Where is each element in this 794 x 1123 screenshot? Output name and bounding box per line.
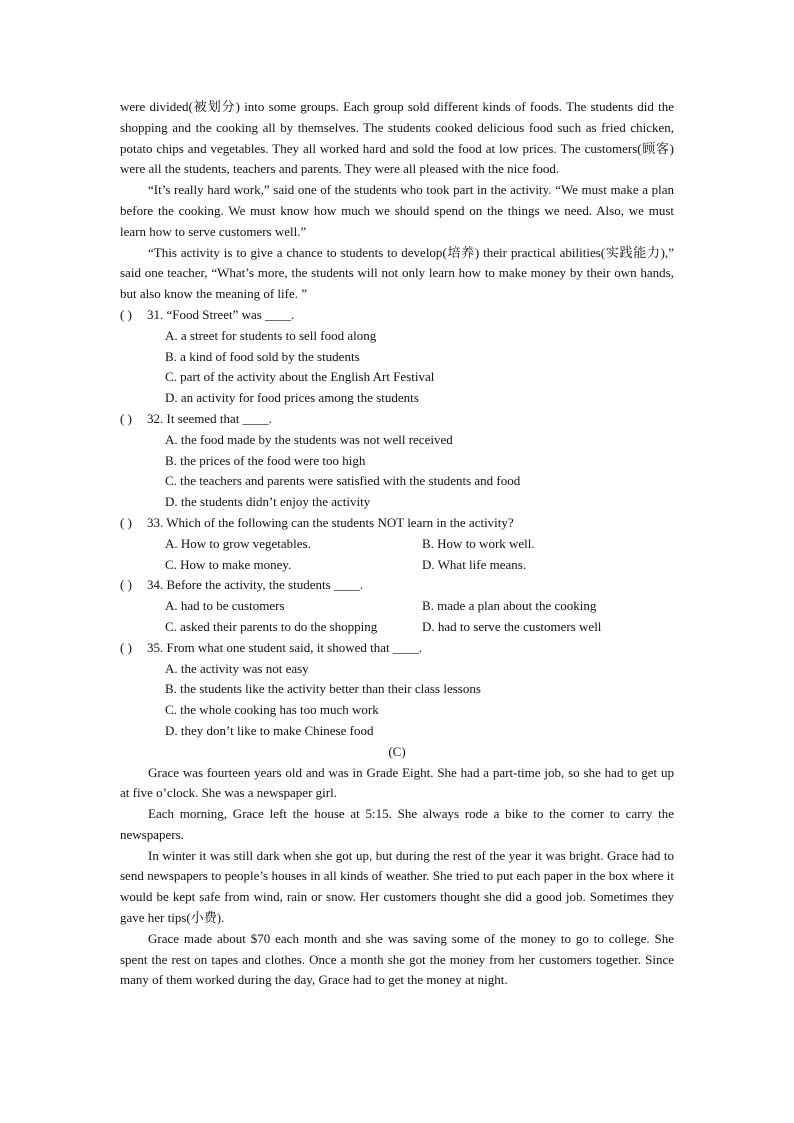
question-34	[120, 575, 674, 637]
passage-b-paragraph-3: “This activity is to give a chance to students to develop(培养) their practical abilities(实践能力),” said one teacher, “What’s more, the students will not only learn how to make money by their own hands, but also know the meaning of life. ”	[120, 244, 674, 302]
answer-blank[interactable]: ( )	[120, 514, 132, 530]
option-c: C. the whole cooking has too much work	[165, 702, 379, 718]
option-a: A. the food made by the students was not well received	[165, 431, 453, 447]
section-title: (C)	[388, 743, 406, 759]
question-35	[120, 638, 674, 742]
answer-blank[interactable]: ( )	[120, 577, 132, 593]
answer-blank[interactable]: ( )	[120, 306, 132, 322]
passage-b	[120, 97, 674, 305]
passage-c-paragraph-3: In winter it was still dark when she got up, but during the rest of the year it was bright. Grace had to send newspapers to people’s houses in all kinds of weather. She tried to put each paper in the box where it would be kept safe from wind, rain or snow. Her customers thought she did a good job. Sometimes they gave her tips(小费).	[120, 847, 674, 926]
question-stem: 31. “Food Street” was ____.	[147, 306, 295, 322]
option-a: A. How to grow vegetables.	[165, 535, 311, 551]
question-stem: 35. From what one student said, it showed that ____.	[147, 639, 423, 655]
option-b: B. the students like the activity better than their class lessons	[165, 681, 481, 697]
option-a: A. had to be customers	[165, 598, 285, 614]
option-a: A. the activity was not easy	[165, 660, 309, 676]
question-stem: 34. Before the activity, the students ____.	[147, 577, 364, 593]
option-b: B. the prices of the food were too high	[165, 452, 366, 468]
passage-c-paragraph-4: Grace made about $70 each month and she was saving some of the money to go to college. She spent the rest on tapes and clothes. Once a month she got the money from her customers together. Since many of them worked during the day, Grace had to get the money at night.	[120, 930, 674, 988]
option-c: C. How to make money.	[165, 556, 292, 572]
option-d: D. had to serve the customers well	[422, 618, 602, 634]
passage-c	[120, 742, 674, 992]
answer-blank[interactable]: ( )	[120, 639, 132, 655]
option-b: B. How to work well.	[422, 535, 535, 551]
option-d: D. the students didn’t enjoy the activity	[165, 494, 371, 510]
passage-b-paragraph-2: “It’s really hard work,” said one of the students who took part in the activity. “We must make a plan before the cooking. We must know how much we should spend on the things we need. Also, we must learn how to serve customers well.”	[120, 182, 674, 239]
option-c: C. asked their parents to do the shopping	[165, 618, 378, 634]
option-b: B. made a plan about the cooking	[422, 598, 597, 614]
passage-c-paragraph-2: Each morning, Grace left the house at 5:15. She always rode a bike to the corner to carry the newspapers.	[120, 806, 674, 842]
option-c: C. part of the activity about the English Art Festival	[165, 369, 435, 385]
option-d: D. What life means.	[422, 556, 527, 572]
option-d: D. they don’t like to make Chinese food	[165, 722, 374, 738]
answer-blank[interactable]: ( )	[120, 410, 132, 426]
question-32	[120, 409, 674, 513]
question-31	[120, 305, 674, 409]
option-b: B. a kind of food sold by the students	[165, 348, 360, 364]
option-a: A. a street for students to sell food along	[165, 327, 377, 343]
option-d: D. an activity for food prices among the students	[165, 390, 419, 406]
passage-c-paragraph-1: Grace was fourteen years old and was in Grade Eight. She had a part-time job, so she had to get up at five o’clock. She was a newspaper girl.	[120, 764, 674, 801]
question-33	[120, 513, 674, 575]
passage-b-paragraph-1: were divided(被划分) into some groups. Each group sold different kinds of foods. The students did the shopping and the cooking all by themselves. The students cooked delicious food such as fried chicken, potato chips and vegetables. They all worked hard and sold the food at low prices. The customers(顾客) were all the students, teachers and parents. They were all pleased with the nice food.	[120, 99, 674, 177]
option-c: C. the teachers and parents were satisfied with the students and food	[165, 473, 521, 489]
question-stem: 33. Which of the following can the students NOT learn in the activity?	[147, 514, 514, 530]
document-page	[120, 97, 674, 991]
question-stem: 32. It seemed that ____.	[147, 410, 272, 426]
